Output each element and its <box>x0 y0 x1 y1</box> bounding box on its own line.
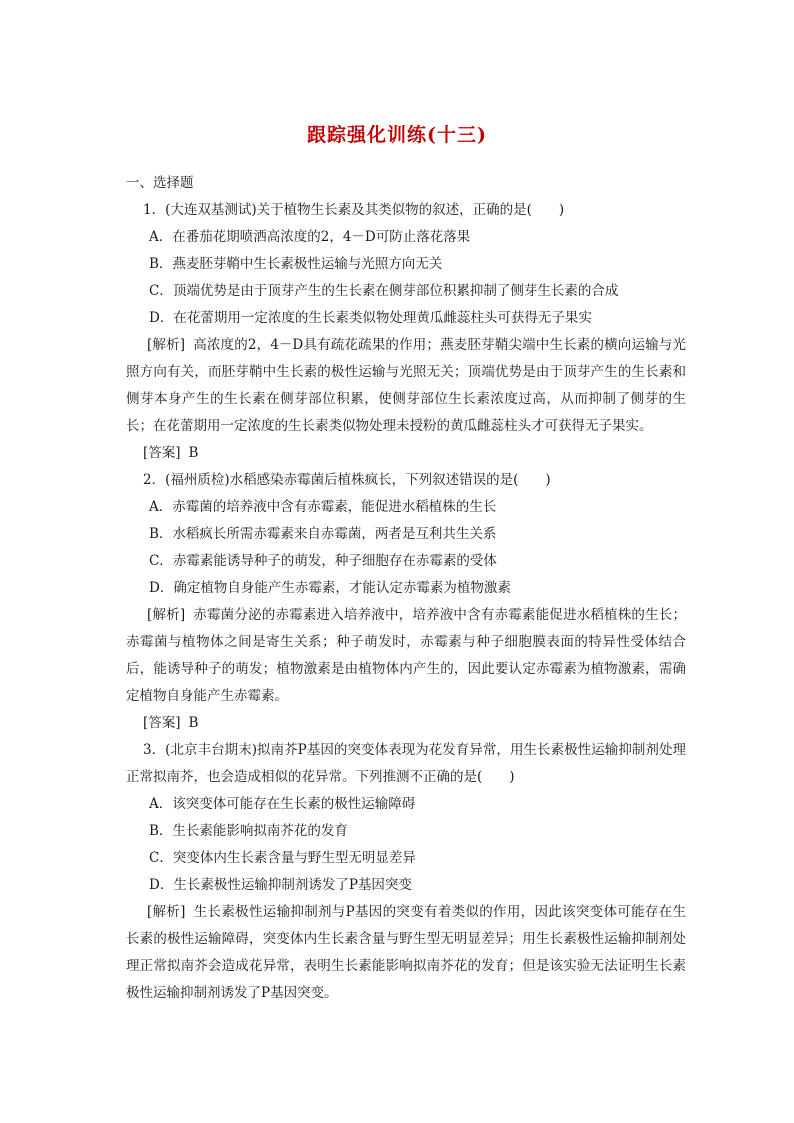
analysis-text: 高浓度的2，4－D具有疏花疏果的作用；燕麦胚芽鞘尖端中生长素的横向运输与光照方向有关，而胚芽鞘中生长素的极性运输与光照无关；顶端优势是由于顶芽产生的生长素和侧芽本身产生的生长素在侧芽部位积累，使侧芽部位生长素浓度过高，从而抑制了侧芽的生长；在花蕾期用一定浓度的生长素类似物处理未授粉的黄瓜雌蕊柱头才可获得无子果实。 <box>126 337 686 434</box>
answer-label: [答案] <box>143 445 181 461</box>
question-1-option-c: C．顶端优势是由于顶芽产生的生长素在侧芽部位积累抑制了侧芽生长素的合成 <box>149 283 619 299</box>
question-3-option-a: A．该突变体可能存在生长素的极性运输障碍 <box>149 796 416 812</box>
question-3-option-c: C．突变体内生长素含量与野生型无明显差异 <box>149 850 416 866</box>
question-1-option-d: D．在花蕾期用一定浓度的生长素类似物处理黄瓜雌蕊柱头可获得无子果实 <box>149 310 592 326</box>
question-1-stem: 1．(大连双基测试)关于植物生长素及其类似物的叙述，正确的是( ) <box>143 202 565 218</box>
question-2-option-d: D．确定植物自身能产生赤霉素，才能认定赤霉素为植物激素 <box>149 580 511 596</box>
question-2-option-b: B．水稻疯长所需赤霉素来自赤霉菌，两者是互利共生关系 <box>149 526 497 542</box>
analysis-label: [解析] <box>147 337 186 353</box>
page-title: 跟踪强化训练(十三) <box>307 124 487 146</box>
question-3-analysis <box>126 899 686 1007</box>
question-2-analysis <box>126 602 686 710</box>
question-1-option-a: A．在番茄花期喷洒高浓度的2，4－D可防止落花落果 <box>149 229 471 245</box>
question-2-answer <box>126 710 686 737</box>
question-2-stem: 2．(福州质检)水稻感染赤霉菌后植株疯长，下列叙述错误的是( ) <box>143 472 551 488</box>
question-3-option-d: D．生长素极性运输抑制剂诱发了P基因突变 <box>149 877 412 893</box>
question-1-analysis <box>126 332 686 440</box>
question-2-option-a: A．赤霉菌的培养液中含有赤霉素，能促进水稻植株的生长 <box>149 499 497 515</box>
question-1-option-b: B．燕麦胚芽鞘中生长素极性运输与光照方向无关 <box>149 256 443 272</box>
section-heading: 一、选择题 <box>126 175 194 191</box>
question-1-answer <box>126 440 686 467</box>
question-2-option-c: C．赤霉素能诱导种子的萌发，种子细胞存在赤霉素的受体 <box>149 553 497 569</box>
answer-label: [答案] <box>143 715 181 731</box>
analysis-label: [解析] <box>147 904 186 920</box>
answer-value: B <box>188 445 199 461</box>
analysis-text: 生长素极性运输抑制剂与P基因的突变有着类似的作用，因此该突变体可能存在生长素的极性运输障碍，突变体内生长素含量与野生型无明显差异；用生长素极性运输抑制剂处理正常拟南芥会造成花异常，表明生长素能影响拟南芥花的发育；但是该实验无法证明生长素极性运输抑制剂诱发了P基因突变。 <box>126 904 686 1001</box>
question-3-stem: 3．(北京丰台期末)拟南芥P基因的突变体表现为花发育异常，用生长素极性运输抑制剂处理正常拟南芥，也会造成相似的花异常。下列推测不正确的是( ) <box>126 742 686 785</box>
answer-value: B <box>188 715 199 731</box>
exercise-content <box>126 170 686 1007</box>
analysis-label: [解析] <box>147 607 186 623</box>
analysis-text: 赤霉菌分泌的赤霉素进入培养液中，培养液中含有赤霉素能促进水稻植株的生长；赤霉菌与植物体之间是寄生关系；种子萌发时，赤霉素与种子细胞膜表面的特异性受体结合后，能诱导种子的萌发；植物激素是由植物体内产生的，因此要认定赤霉素为植物激素，需确定植物自身能产生赤霉素。 <box>126 607 686 704</box>
question-3-option-b: B．生长素能影响拟南芥花的发育 <box>149 823 348 839</box>
